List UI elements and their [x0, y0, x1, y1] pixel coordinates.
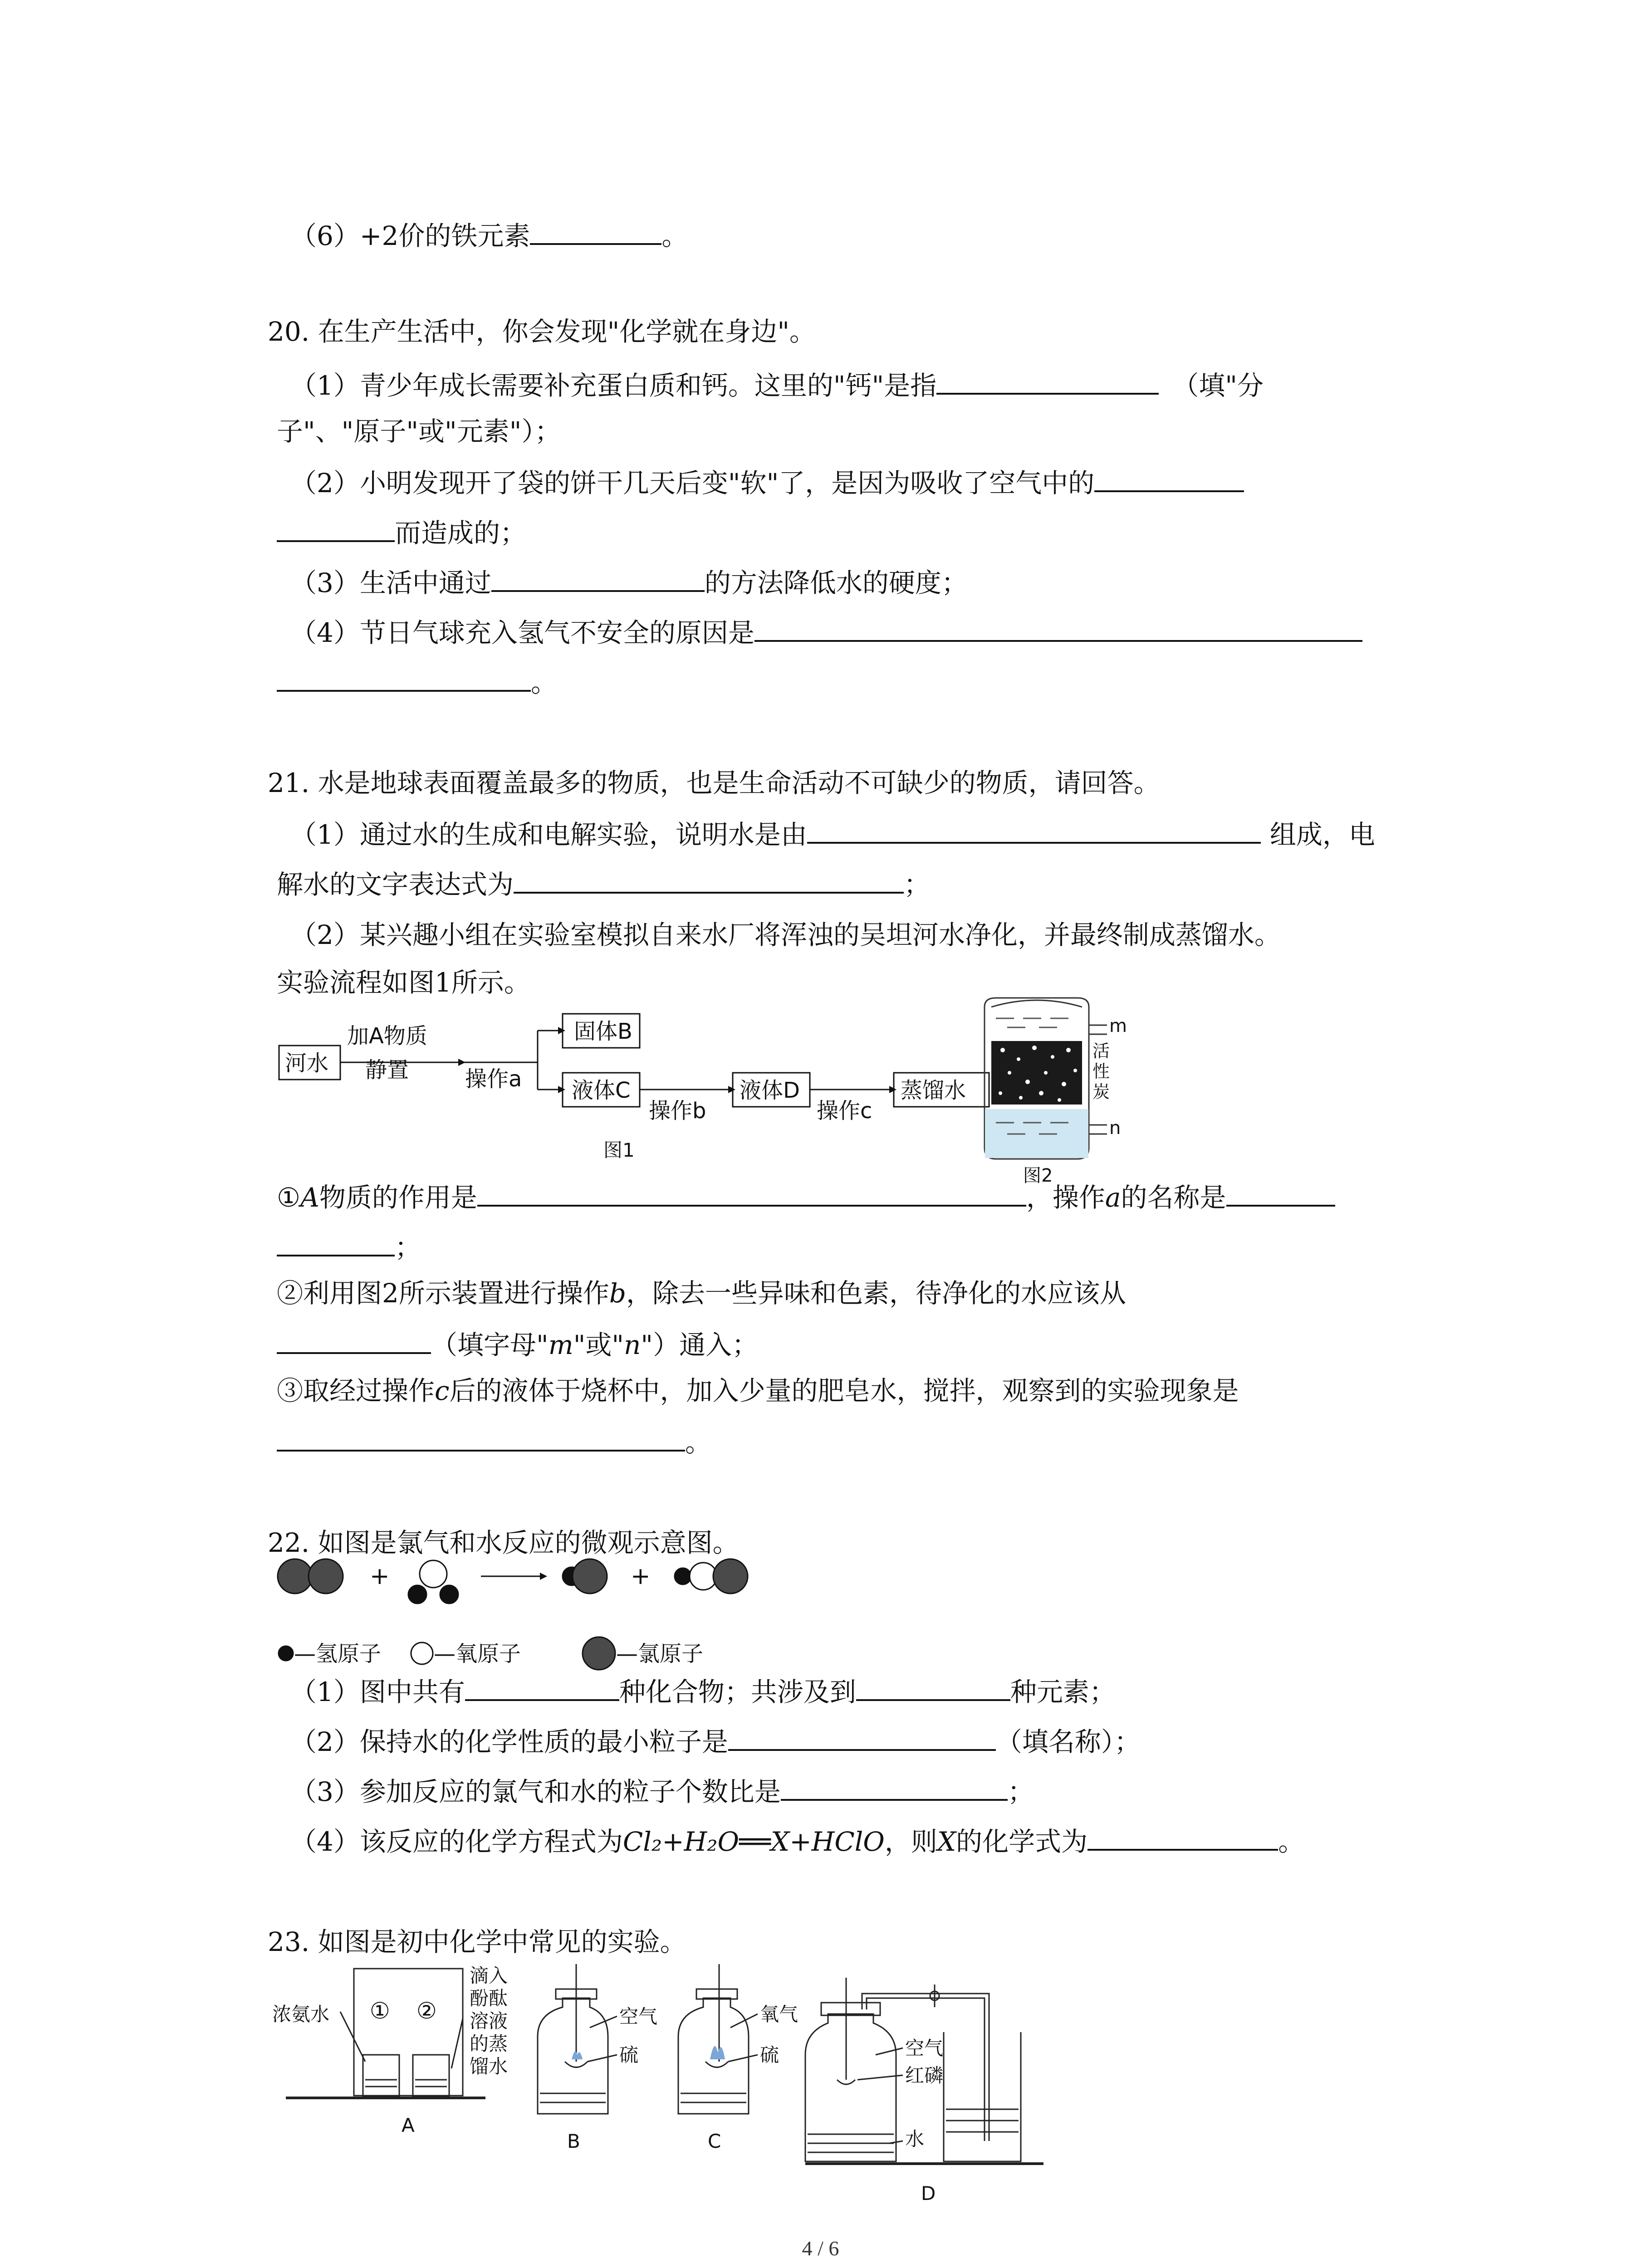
answer-blank[interactable]: [277, 1327, 431, 1354]
answer-blank[interactable]: [277, 515, 395, 542]
fig2-caption: 图2: [1023, 1165, 1053, 1186]
q20-p2b: 而造成的；: [277, 515, 526, 549]
q21-s1d: ；: [277, 1229, 421, 1264]
water-layer: [985, 1109, 1088, 1158]
add-a-label: 加A物质: [347, 1023, 427, 1049]
still-label: 静置: [365, 1057, 409, 1083]
cl-atom: [573, 1559, 607, 1593]
q20-p4: （4）节日气球充入氢气不安全的原因是: [290, 615, 1362, 649]
q23-experiments: [272, 1964, 1071, 2209]
b-air-label: 空气: [619, 2005, 658, 2028]
answer-blank[interactable]: [1087, 1823, 1278, 1851]
answer-blank[interactable]: [1226, 1179, 1335, 1207]
a-drip-4: 的蒸: [470, 2033, 508, 2055]
a-drip-3: 溶液: [470, 2010, 508, 2032]
liquid-c-label: 液体C: [572, 1078, 631, 1103]
op-c-label: 操作c: [817, 1098, 872, 1124]
river-label: 河水: [285, 1051, 329, 1076]
q22-molecule-diagram: [272, 1556, 862, 1678]
a-drip-5: 馏水: [470, 2055, 508, 2077]
fig2-carbon-1: 活: [1092, 1041, 1110, 1061]
q21-s1: ①A物质的作用是 ，操作a的名称是: [277, 1179, 1335, 1214]
d-label: D: [921, 2182, 936, 2204]
a-label: A: [402, 2114, 415, 2136]
answer-blank[interactable]: [1094, 465, 1244, 492]
h-atom: [440, 1585, 458, 1603]
experiment-c: [678, 1964, 758, 2114]
liquid-d-label: 液体D: [740, 1078, 800, 1103]
fig2-carbon-2: 性: [1092, 1061, 1110, 1081]
q22-p4: （4）该反应的化学方程式为Cl₂+H₂O══X+HClO，则X的化学式为 。: [290, 1823, 1304, 1858]
b-label: B: [567, 2130, 580, 2152]
q22-stem: 22. 如图是氯气和水反应的微观示意图。: [268, 1527, 739, 1558]
q20-p4b: 。: [277, 665, 557, 699]
page-number: 4 / 6: [802, 2237, 839, 2260]
h-atom: [408, 1585, 426, 1603]
plus-sign: +: [370, 1563, 390, 1590]
c-sulfur-label: 硫: [760, 2044, 779, 2066]
cl-atom: [278, 1559, 312, 1593]
fig2-n: n: [1109, 1118, 1121, 1139]
q21-p2b: 实验流程如图1所示。: [277, 967, 530, 998]
q20-p2: （2）小明发现开了袋的饼干几天后变"软"了，是因为吸收了空气中的: [290, 465, 1244, 499]
fig2-m: m: [1109, 1016, 1127, 1036]
d-water-label: 水: [905, 2128, 925, 2150]
answer-blank[interactable]: [514, 866, 904, 894]
answer-blank[interactable]: [856, 1674, 1010, 1701]
q23-stem: 23. 如图是初中化学中常见的实验。: [268, 1926, 686, 1957]
q20-p1: （1）青少年成长需要补充蛋白质和钙。这里的"钙"是指 （填"分: [290, 367, 1264, 402]
q21-stem: 21. 水是地球表面覆盖最多的物质，也是生命活动不可缺少的物质，请回答。: [268, 767, 1160, 798]
fig1-caption: 图1: [603, 1139, 635, 1161]
answer-blank[interactable]: [491, 565, 705, 592]
d-phosphorus-label: 红磷: [905, 2064, 944, 2087]
d-air-label: 空气: [905, 2037, 944, 2059]
q21-p1c: 解水的文字表达式为 ；: [277, 866, 930, 901]
legend-oxygen: —氧原子: [434, 1641, 521, 1667]
answer-blank[interactable]: [277, 665, 531, 692]
legend-chlorine: —氯原子: [616, 1641, 704, 1667]
solid-b-label: 固体B: [574, 1019, 632, 1044]
op-a-label: 操作a: [465, 1066, 522, 1092]
answer-blank[interactable]: [277, 1229, 395, 1256]
a-cup-2: ②: [416, 1998, 437, 2024]
b-sulfur-label: 硫: [619, 2044, 639, 2066]
op-b-label: 操作b: [649, 1098, 706, 1124]
q21-p1: （1）通过水的生成和电解实验，说明水是由 组成，电: [290, 816, 1375, 851]
a-cup-1: ①: [370, 1998, 390, 2024]
fig2-carbon-3: 炭: [1092, 1082, 1110, 1102]
a-ammonia-label: 浓氨水: [272, 2003, 330, 2025]
distilled-label: 蒸馏水: [901, 1078, 966, 1103]
q21-p2a: （2）某兴趣小组在实验室模拟自来水厂将浑浊的吴坦河水净化，并最终制成蒸馏水。: [290, 919, 1281, 950]
q20-p1c: 子"、"原子"或"元素"）；: [277, 416, 561, 447]
answer-blank[interactable]: [465, 1674, 619, 1701]
q20-stem: 20. 在生产生活中，你会发现"化学就在身边"。: [268, 316, 816, 347]
figure-1-flowchart: [272, 1012, 1007, 1166]
answer-blank[interactable]: [807, 816, 1261, 844]
experiment-b: [538, 1964, 617, 2114]
answer-blank[interactable]: [277, 1424, 685, 1452]
answer-blank[interactable]: [754, 615, 1362, 642]
figure-2-carbon-filter: [975, 991, 1157, 1186]
experiment-a: [286, 1969, 485, 2098]
cl-atom: [309, 1559, 343, 1593]
q19-item6: （6）+2价的铁元素 。: [290, 218, 688, 252]
answer-blank[interactable]: [728, 1724, 996, 1751]
answer-blank[interactable]: [936, 367, 1159, 395]
q22-p3: （3）参加反应的氯气和水的粒子个数比是 ；: [290, 1774, 1034, 1808]
a-drip-1: 滴入: [470, 1965, 508, 1987]
q21-s2: ②利用图2所示装置进行操作b，除去一些异味和色素，待净化的水应该从: [277, 1278, 1127, 1309]
q21-s2b: （填字母"m"或"n"）通入；: [277, 1327, 758, 1361]
chemical-equation: Cl₂+H₂O══X+HClO: [622, 1826, 885, 1857]
cl-atom: [713, 1559, 748, 1593]
a-drip-2: 酚酞: [470, 1987, 508, 2009]
c-label: C: [708, 2130, 721, 2152]
answer-blank[interactable]: [781, 1774, 1008, 1801]
o-atom: [420, 1560, 447, 1588]
answer-blank[interactable]: [530, 218, 661, 245]
q21-s3b: 。: [277, 1424, 711, 1459]
c-oxygen-label: 氧气: [760, 2003, 798, 2025]
q22-p1: （1）图中共有 种化合物；共涉及到 种元素；: [290, 1674, 1116, 1708]
q20-p3: （3）生活中通过 的方法降低水的硬度；: [290, 565, 968, 599]
plus-sign: +: [631, 1563, 651, 1590]
q22-p2: （2）保持水的化学性质的最小粒子是 （填名称）；: [290, 1724, 1141, 1758]
q21-s3: ③取经过操作c后的液体于烧杯中，加入少量的肥皂水，搅拌，观察到的实验现象是: [277, 1375, 1239, 1406]
answer-blank[interactable]: [477, 1179, 1026, 1207]
h-atom: [675, 1568, 691, 1584]
legend-hydrogen: —氢原子: [294, 1641, 382, 1667]
